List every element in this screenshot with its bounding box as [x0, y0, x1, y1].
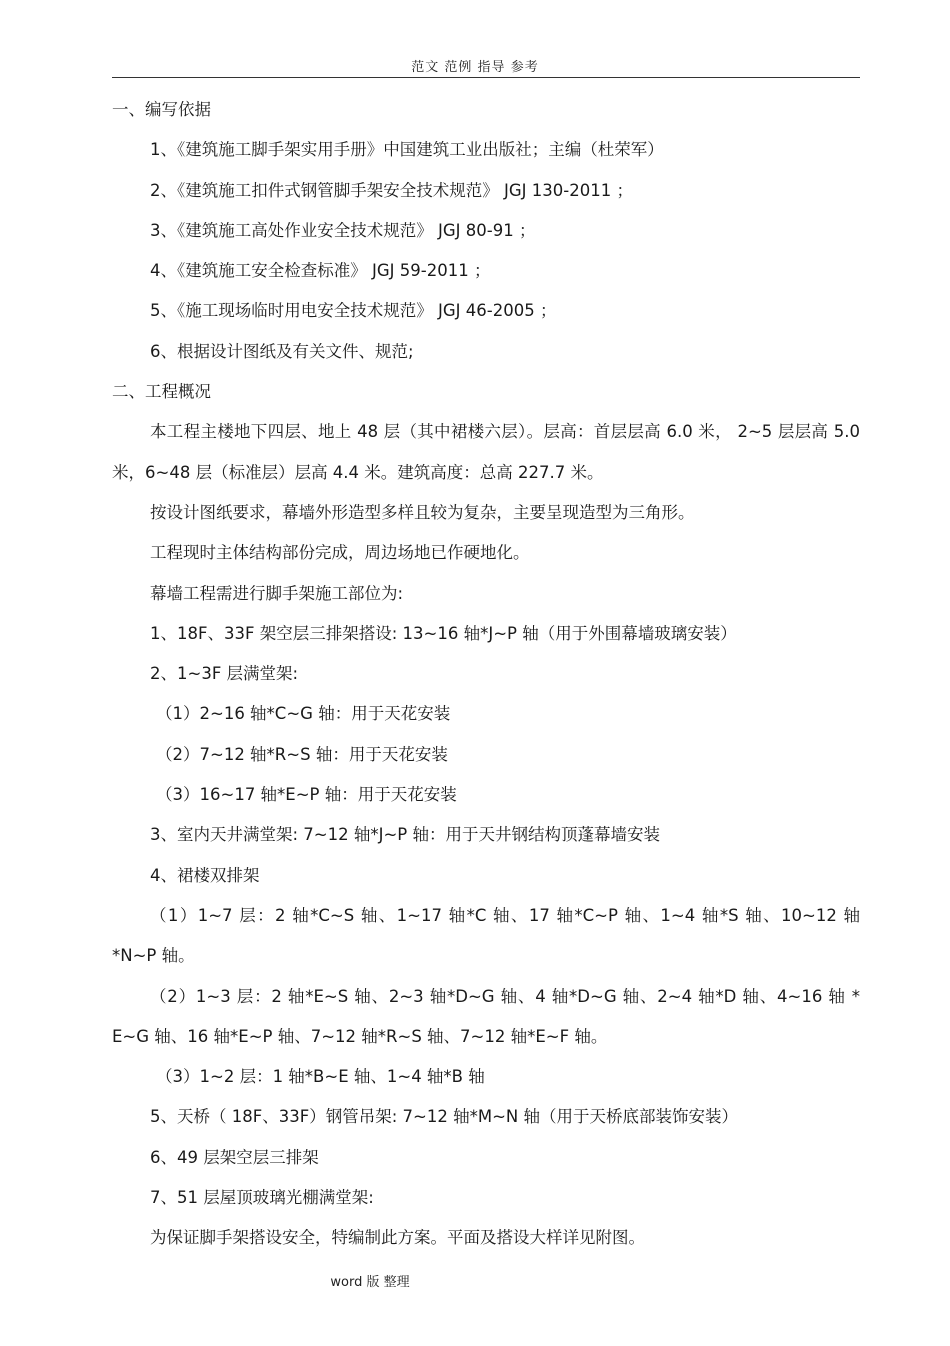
document-line: 2、《建筑施工扣件式钢管脚手架安全技术规范》 JGJ 130-2011 ；	[150, 180, 633, 200]
document-line: 按设计图纸要求，幕墙外形造型多样且较为复杂，主要呈现造型为三角形。	[150, 502, 695, 522]
document-line: （2）7~12 轴*R~S 轴：用于天花安装	[156, 744, 448, 764]
document-line: 7、51 层屋顶玻璃光棚满堂架:	[150, 1188, 374, 1208]
document-line: 5、天桥（ 18F、33F）钢管吊架: 7~12 轴*M~N 轴（用于天桥底部装饰安装）	[150, 1107, 738, 1127]
document-line: 4、裙楼双排架	[150, 865, 260, 885]
document-line: 6、根据设计图纸及有关文件、规范;	[150, 341, 414, 361]
document-line: 本工程主楼地下四层、地上 48 层（其中裙楼六层）。层高：首层层高 6.0 米， 2~5 层层高 5.0 米，6~48 层（标准层）层高 4.4 米。建筑高度：总高 227.7 米。	[112, 422, 860, 482]
document-line: （3）1~2 层：1 轴*B~E 轴、1~4 轴*B 轴	[156, 1067, 485, 1087]
document-line: 4、《建筑施工安全检查标准》 JGJ 59-2011 ；	[150, 261, 491, 281]
page-header: 范文 范例 指导 参考	[411, 60, 539, 75]
document-line: 工程现时主体结构部份完成，周边场地已作硬地化。	[150, 543, 530, 563]
document-line: （3）16~17 轴*E~P 轴：用于天花安装	[156, 785, 457, 805]
document-line: 1、18F、33F 架空层三排架搭设: 13~16 轴*J~P 轴（用于外围幕墙玻璃安装）	[150, 623, 737, 643]
document-line: 1、《建筑施工脚手架实用手册》中国建筑工业出版社；主编（杜荣军）	[150, 140, 664, 160]
document-line: 二、工程概况	[112, 382, 211, 402]
document-line: 2、1~3F 层满堂架:	[150, 664, 299, 684]
document-line: （1）1~7 层：2 轴*C~S 轴、1~17 轴*C 轴、17 轴*C~P 轴、1~4 轴*S 轴、10~12 轴 *N~P 轴。	[112, 905, 860, 966]
document-line: 幕墙工程需进行脚手架施工部位为:	[150, 583, 404, 603]
document-line: （2）1~3 层：2 轴*E~S 轴、2~3 轴*D~G 轴、4 轴*D~G 轴、2~4 轴*D 轴、4~16 轴 * E~G 轴、16 轴*E~P 轴、7~12 轴*R~S 轴、7~12 轴*E~F 轴。	[112, 986, 860, 1046]
document-body	[112, 90, 860, 1259]
page-footer: word 版 整理	[330, 1275, 410, 1290]
document-line: 6、49 层架空层三排架	[150, 1147, 319, 1167]
document-line: 为保证脚手架搭设安全，特编制此方案。平面及搭设大样详见附图。	[150, 1228, 645, 1248]
document-line: 3、《建筑施工高处作业安全技术规范》 JGJ 80-91 ；	[150, 220, 536, 240]
document-line: 5、《施工现场临时用电安全技术规范》 JGJ 46-2005 ；	[150, 301, 557, 321]
document-line: 一、编写依据	[112, 100, 211, 119]
document-line: 3、室内天井满堂架: 7~12 轴*J~P 轴：用于天井钢结构顶蓬幕墙安装	[150, 825, 661, 845]
document-line: （1）2~16 轴*C~G 轴：用于天花安装	[156, 704, 451, 724]
header-divider	[112, 77, 860, 78]
